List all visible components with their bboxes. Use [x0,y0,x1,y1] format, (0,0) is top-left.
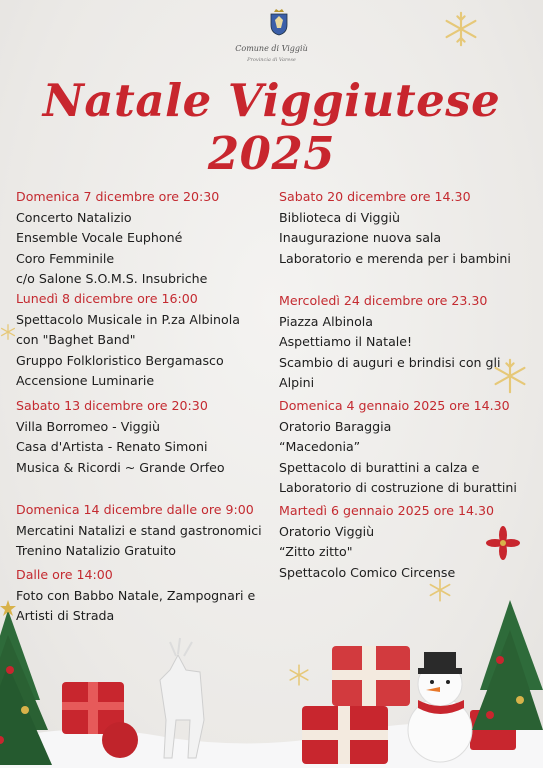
event-date: Domenica 4 gennaio 2025 ore 14.30 [279,398,510,413]
comune-province: Provincia di Varese [247,57,296,63]
event-line: c/o Salone S.O.M.S. Insubriche [16,271,208,286]
event-line: Gruppo Folkloristico Bergamasco [16,352,224,368]
snowflake-icon [0,324,16,340]
event-line: Laboratorio di costruzione di burattini [279,480,517,495]
crest-icon [268,8,290,36]
event-line: Piazza Albinola [279,313,373,329]
event-line: Inaugurazione nuova sala [279,230,442,245]
page-title: Natale Viggiutese 2025 [42,74,501,180]
event-line: Aspettiamo il Natale! [279,334,413,349]
event-line: Trenino Natalizio Gratuito [16,543,176,558]
event-date: Martedì 6 gennaio 2025 ore 14.30 [279,503,495,518]
event-line: Scambio di auguri e brindisi con gli [279,354,501,370]
event-date: Mercoledì 24 dicembre ore 23.30 [279,293,488,308]
event-date: Lunedì 8 dicembre ore 16:00 [16,291,198,306]
event-line: Concerto Natalizio [16,209,132,225]
event-block [16,500,262,562]
event-date: Sabato 20 dicembre ore 14.30 [279,189,471,204]
event-date: Sabato 13 dicembre ore 20:30 [16,398,208,413]
snowflake-icon [443,11,479,47]
event-line: Villa Borromeo - Viggiù [16,418,161,434]
event-date: Dalle ore 14:00 [16,567,113,582]
poinsettia-icon [486,526,520,560]
event-date: Domenica 14 dicembre dalle ore 9:00 [16,502,254,517]
event-line: con "Baghet Band" [16,332,136,347]
event-block [16,187,219,290]
event-block [16,396,225,478]
event-line: Ensemble Vocale Euphoné [16,230,183,245]
event-line: “Zitto zitto" [279,544,353,559]
christmas-decorations [0,580,543,768]
event-line: Spettacolo Comico Circense [279,564,456,580]
event-line: Spettacolo Musicale in P.za Albinola [16,311,240,327]
event-block [279,187,511,269]
event-line: Mercatini Natalizi e stand gastronomici [16,522,262,538]
event-line: Musica & Ricordi ~ Grande Orfeo [16,459,225,475]
snowman-icon [408,652,472,762]
event-block [279,291,501,394]
event-line: Casa d'Artista - Renato Simoni [16,439,208,454]
event-block [279,396,517,499]
event-line: Coro Femminile [16,250,115,266]
christmas-tree-icon [472,600,543,730]
event-line: Oratorio Baraggia [279,418,392,434]
event-block [279,501,494,583]
event-line: Laboratorio e merenda per i bambini [279,250,511,266]
event-line: Spettacolo di burattini a calza e [279,459,480,475]
event-line: Artisti di Strada [16,608,115,623]
event-line: Foto con Babbo Natale, Zampognari e [16,587,256,603]
event-line: Accensione Luminarie [16,373,155,388]
event-line: Oratorio Viggiù [279,523,375,539]
comune-name: Comune di Viggiù [235,44,308,53]
event-block [16,289,240,392]
event-line: Alpini [279,375,315,390]
event-date: Domenica 7 dicembre ore 20:30 [16,189,220,204]
event-line: “Macedonia” [279,439,361,454]
event-line: Biblioteca di Viggiù [279,209,400,225]
